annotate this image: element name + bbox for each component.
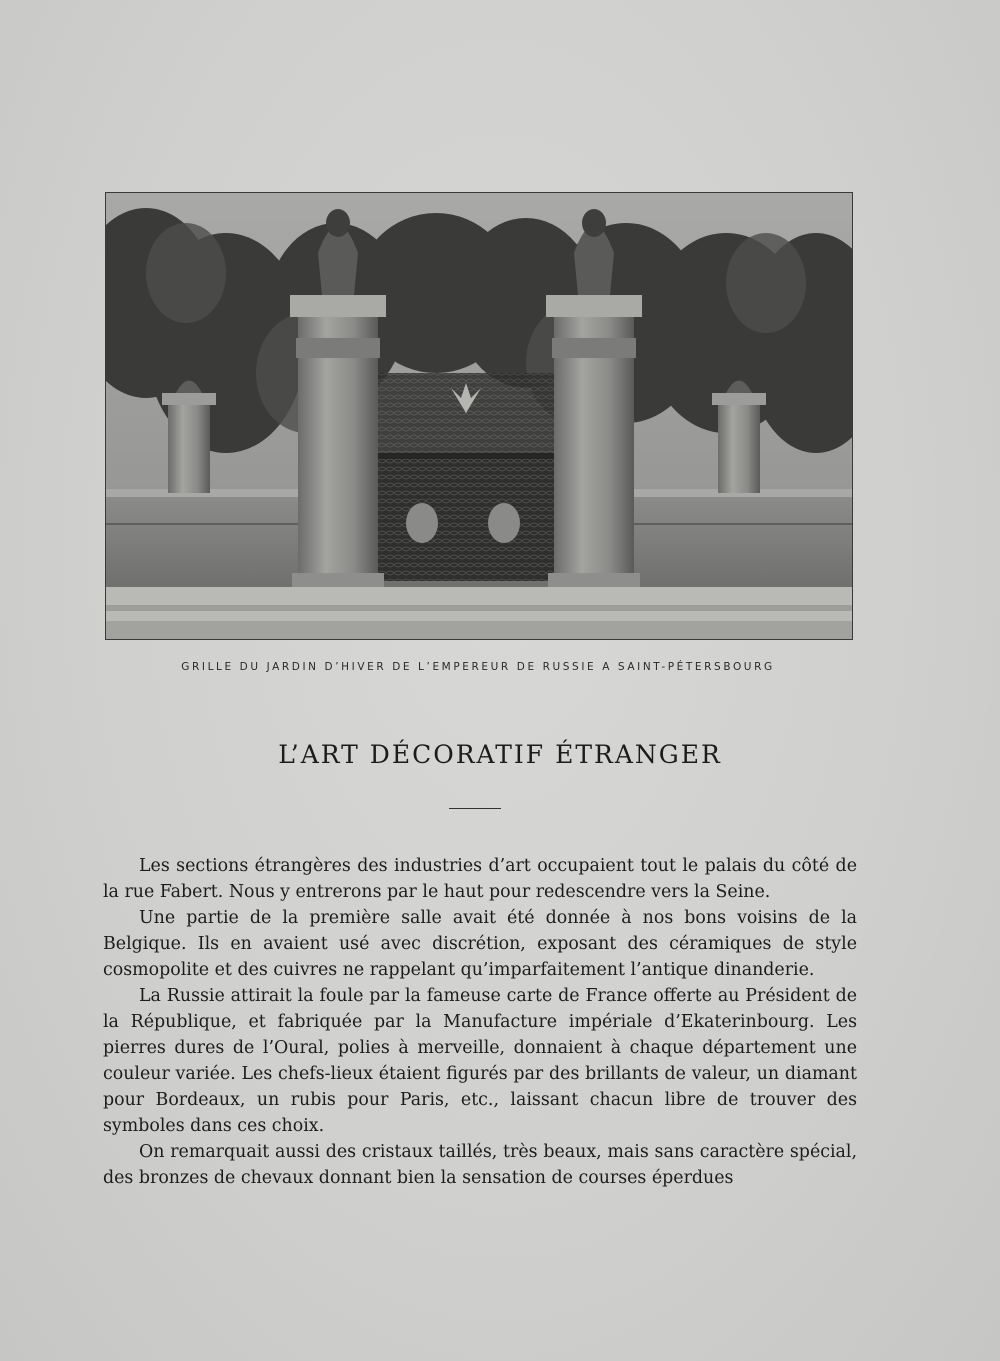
article-body [103,853,857,1191]
paragraph: La Russie attirait la foule par la fameuse carte de France offerte au Président de la République, et fabriquée par la Manufacture impériale d’Ekaterinbourg. Les pierres dures de l’Oural, polies à merveille, donnaient à chaque département une couleur variée. Les chefs-lieux étaient figurés par des brillants de valeur, un diamant pour Bordeaux, un rubis pour Paris, etc., laissant chacun libre de trouver des symboles dans ces choix. [103,986,857,1136]
paragraph: Les sections étrangères des industries d’art occupaient tout le palais du côté de la rue Fabert. Nous y entrerons par le haut pour redescendre vers la Seine. [103,856,857,902]
gate-photograph [106,193,852,639]
photograph-plate [105,192,853,640]
chapter-title: L’ART DÉCORATIF ÉTRANGER [278,740,722,769]
paragraph: On remarquait aussi des cristaux taillés, très beaux, mais sans caractère spécial, des bronzes de chevaux donnant bien la sensation de courses éperdues [103,1142,857,1188]
title-divider [449,808,501,809]
plate-caption: GRILLE DU JARDIN D’HIVER DE L’EMPEREUR DE RUSSIE A SAINT-PÉTERSBOURG [181,661,775,673]
paragraph: Une partie de la première salle avait été donnée à nos bons voisins de la Belgique. Ils en avaient usé avec discrétion, exposant des céramiques de style cosmopolite et des cuivres ne rappelant qu’imparfaitement l’antique dinanderie. [103,908,857,980]
